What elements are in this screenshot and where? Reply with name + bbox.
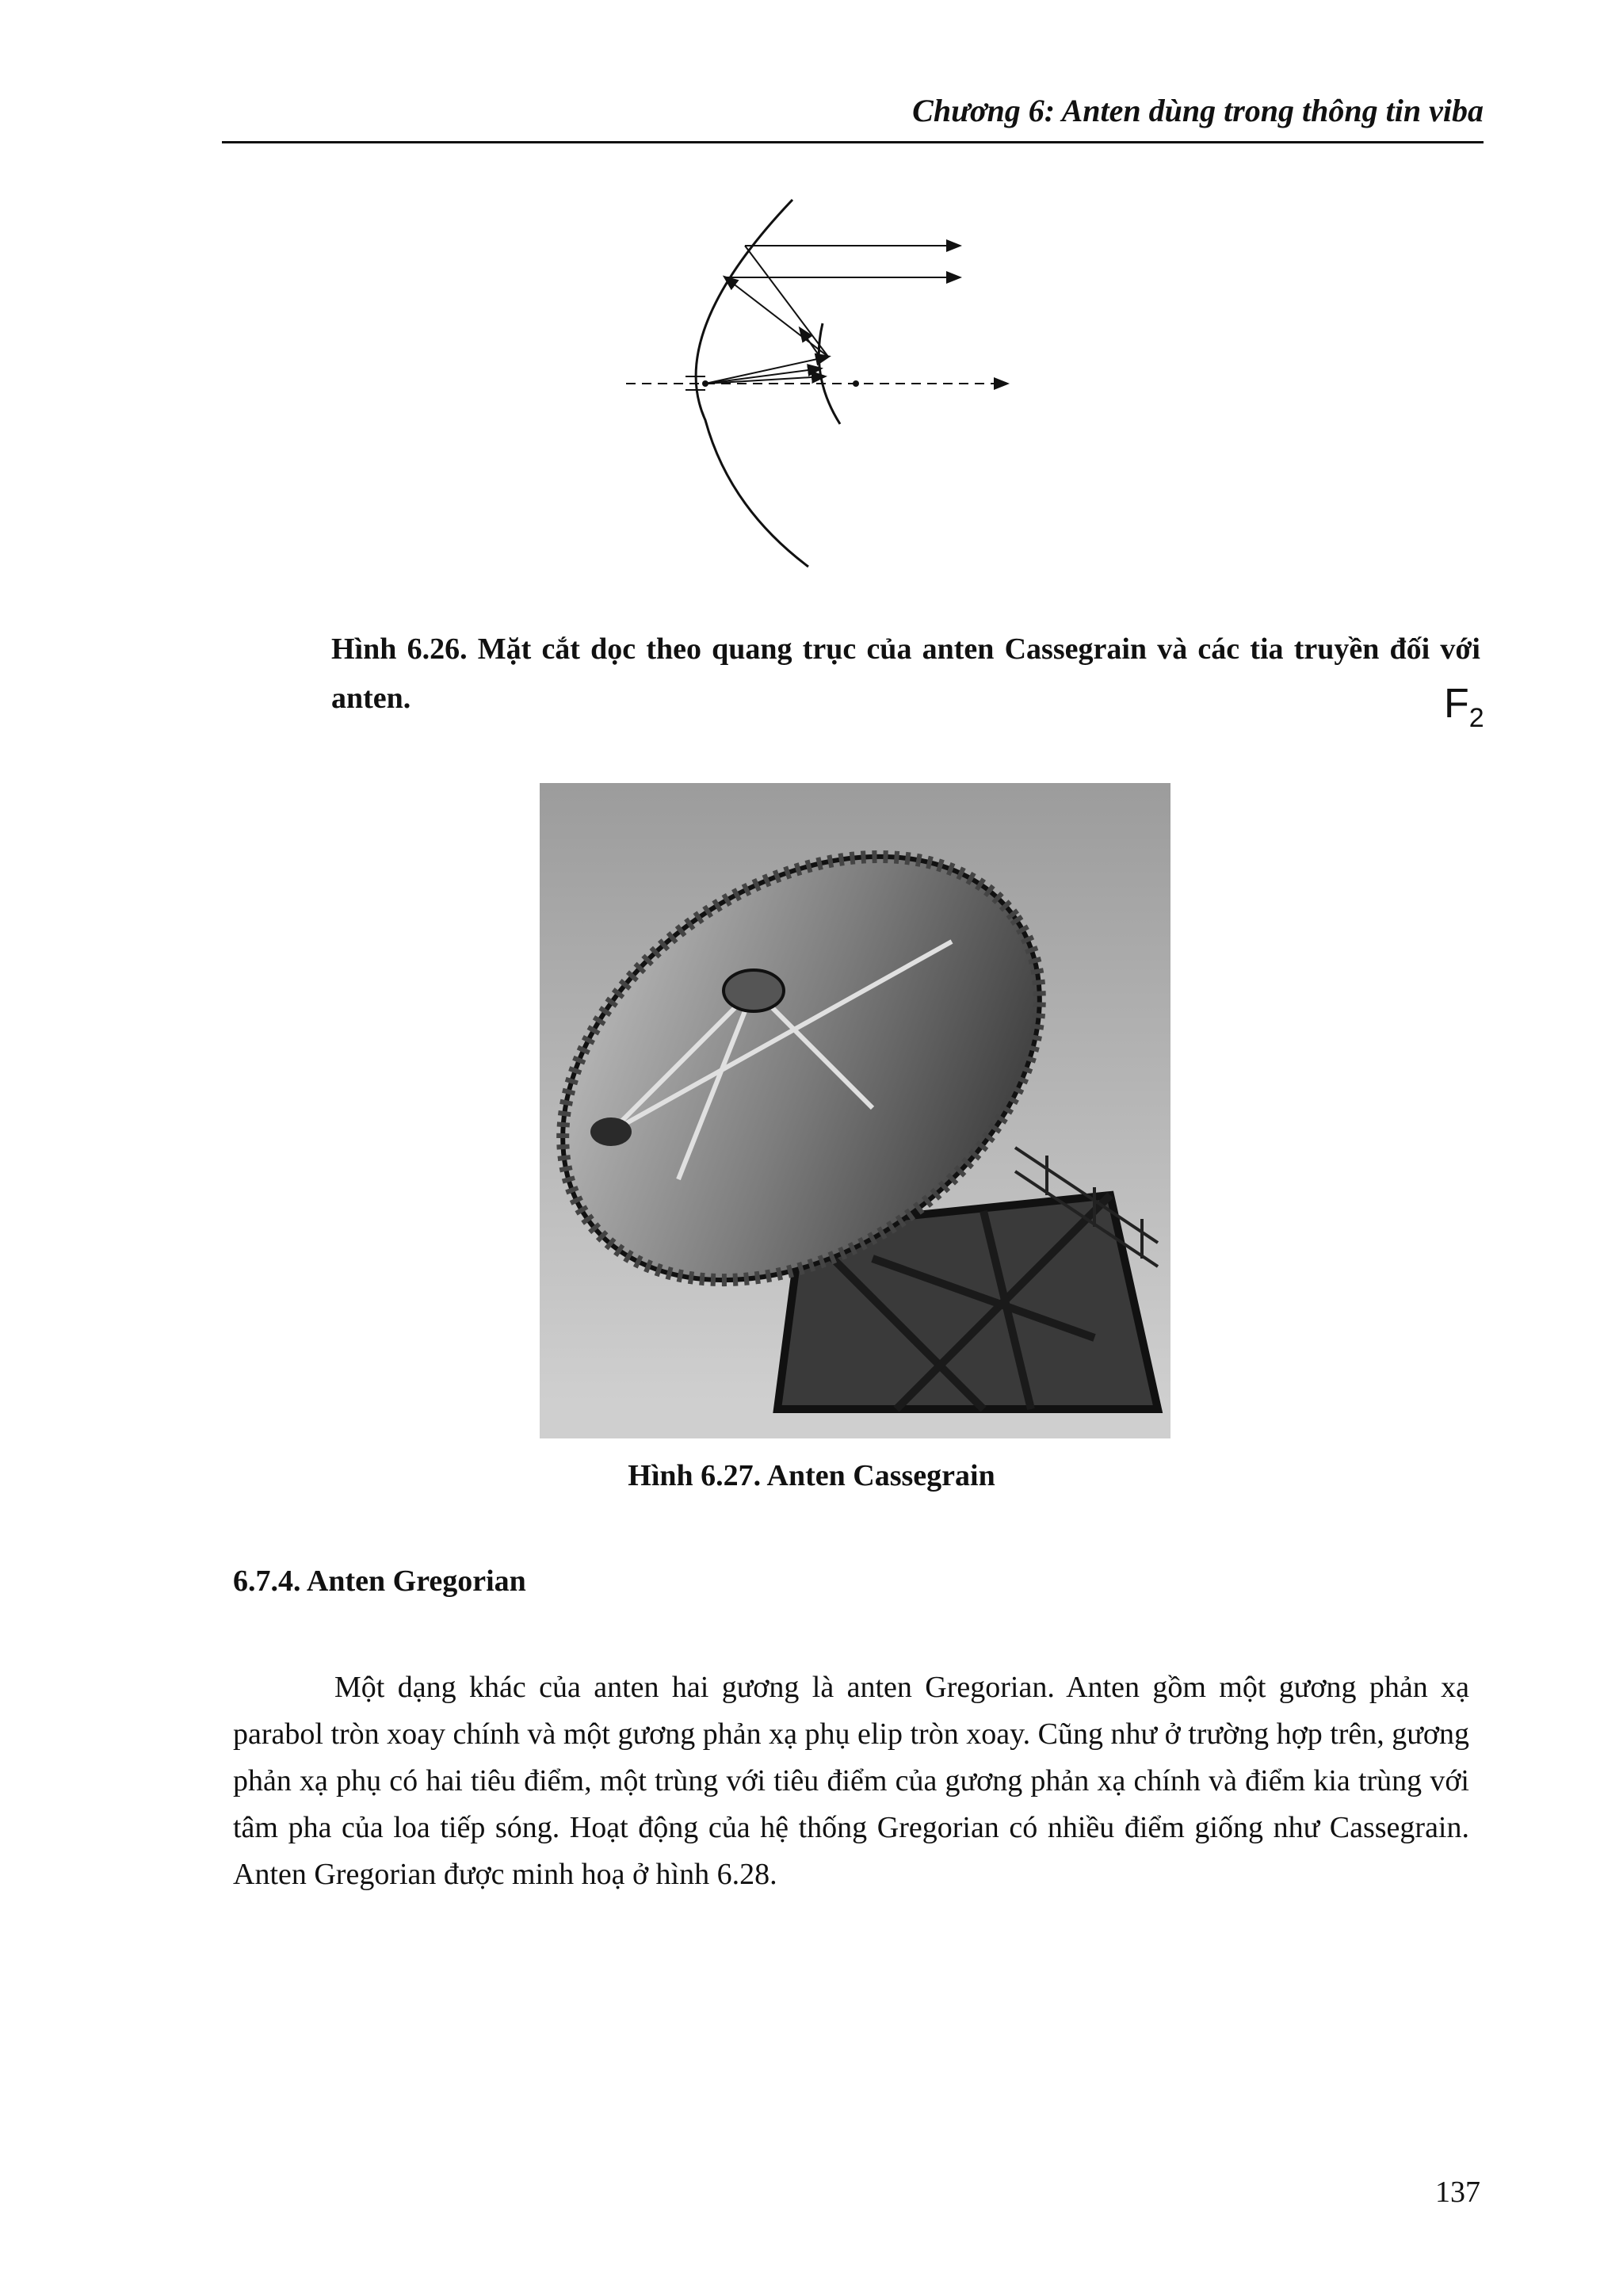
header-rule — [222, 141, 1484, 143]
chapter-header-title: Chương 6: Anten dùng trong thông tin viba — [912, 93, 1484, 128]
f2-letter: F — [1444, 681, 1469, 727]
ray-back-1 — [745, 246, 828, 357]
sub-reflector — [819, 323, 840, 424]
feed-horn — [590, 1117, 632, 1146]
focal-point — [853, 380, 859, 387]
figure-6-27-caption: Hình 6.27. Anten Cassegrain — [628, 1459, 995, 1492]
f2-subscript: 2 — [1468, 703, 1484, 733]
cassegrain-antenna-photo — [540, 783, 1170, 1438]
cassegrain-ray-diagram — [610, 190, 1038, 586]
page-number: 137 — [1435, 2176, 1480, 2209]
body-paragraph: Một dạng khác của anten hai gương là anten Gregorian. Anten gồm một gương phản xạ parabol tròn xoay chính và một gương phản xạ phụ elip tròn xoay. Cũng như ở trường hợp trên, gương phản xạ phụ có hai tiêu điểm, một trùng với tiêu điểm của gương phản xạ chính và điểm kia trùng với tâm pha của loa tiếp sóng. Hoạt động của hệ thống Gregorian có nhiều điểm giống như Cassegrain. Anten Gregorian được minh hoạ ở hình 6.28. — [233, 1671, 1469, 1891]
subreflector — [724, 970, 784, 1011]
figure-6-26-caption: Hình 6.26. Mặt cắt dọc theo quang trục của anten Cassegrain và các tia truyền đối với anten. — [331, 632, 1480, 715]
f2-label — [1444, 680, 1484, 734]
section-heading: 6.7.4. Anten Gregorian — [233, 1564, 526, 1598]
